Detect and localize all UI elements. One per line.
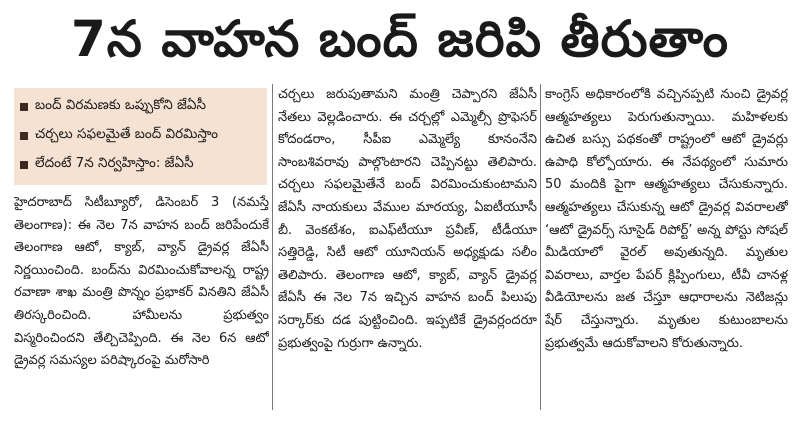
highlights-box — [14, 88, 267, 185]
article-paragraph: కాంగ్రెస్ అధికారంలోకి వచ్చినప్పటి నుంచి డ్రైవర్ల ఆత్మహత్యలు పెరుగుతున్నాయి. మహిళలకు ఉచిత బస్సు పథకంతో రాష్ట్రంలో ఆటో డ్రైవర్లు ఉపాధి కోల్పోయారు. ఈ నేపథ్యంలో సుమారు 50 మందికి పైగా ఆత్మహత్యలు చేసుకున్నారు. ఆత్మహత్యలు చేసుకున్న ఆటో డ్రైవర్ల వివరాలతో ‘ఆటో డ్రైవర్స్ సూసైడ్ రిపోర్ట్’ అన్న పోస్టు సోషల్ మీడియాలో వైరల్ అవుతున్నది. మృతుల వివరాలు, వార్తల పేపర్ క్లిప్పింగులు, టీవీ చానళ్ల వీడియోలను జత చేస్తూ ఆధారాలను నెటిజన్లు షేర్ చేస్తున్నారు. మృతుల కుటుంబాలను ప్రభుత్వమే ఆదుకోవాలని కోరుతున్నారు. — [545, 87, 788, 351]
highlight-text: బంద్ విరమణకు ఒప్పుకోని జేఏసీ — [35, 97, 206, 113]
article-column-1 — [14, 192, 269, 417]
highlight-text: చర్చలు సఫలమైతే బంద్ విరమిస్తాం — [35, 126, 219, 142]
bullet-icon — [20, 161, 28, 169]
highlight-text: లేదంటే 7న నిర్వహిస్తాం: జేఏసీ — [35, 155, 194, 171]
bullet-icon — [20, 103, 28, 111]
highlight-item — [20, 121, 261, 150]
highlight-item — [20, 92, 261, 121]
headline: 7న వాహన బంద్ జరిపి తీరుతాం — [71, 10, 729, 68]
article-column-3 — [545, 84, 788, 418]
article-paragraph: హైదరాబాద్ సిటీబ్యూరో, డిసెంబర్ 3 (నమస్తే తెలంగాణ): ఈ నెల 7న వాహన బంద్ జరిపేందుకే తెలంగాణ ఆటో, క్యాబ్, వ్యాన్ డ్రైవర్ల జేఏసీ నిర్ణయించింది. బంద్‌ను విరమించుకోవాలన్న రాష్ట్ర రవాణా శాఖ మంత్రి పొన్నం ప్రభాకర్ వినతిని జేఏసీ తిరస్కరించింది. హామీలను ప్రభుత్వం విస్మరించిందని తేల్చిచెప్పింది. ఈ నెల 6న ఆటో డ్రైవర్ల సమస్యల పరిష్కారంపై మరోసారి — [14, 195, 269, 369]
column-divider — [272, 84, 273, 410]
article-paragraph: చర్చలు జరుపుతామని మంత్రి చెప్పారని జేఏసీ నేతలు వెల్లడించారు. ఈ చర్చల్లో ఎమ్మెల్సీ ప్రొఫెసర్ కోదండరాం, సీపీఐ ఎమ్మెల్యే కూనంనేని సాంబశివరావు పాల్గొంటారని చెప్పినట్టు తెలిపారు. చర్చలు సఫలమైతేనే బంద్ విరమించుకుంటామని జేఏసీ నాయకులు వేముల మారయ్య, ఏఐటీయూసీ బీ. వెంకటేశం, ఐఎఫ్‌టీయూ ప్రవీణ్, టీడీయూ సత్తిరెడ్డి, సిటీ ఆటో యూనియన్ అధ్యక్షుడు సలీం తెలిపారు. తెలంగాణ ఆటో, క్యాబ్, వ్యాన్ డ్రైవర్ల జేఏసీ ఈ నెల 7న ఇచ్చిన వాహన బంద్ పిలుపు సర్కార్‌కు దడ పుట్టించింది. ఇప్పటికే డ్రైవర్లందరూ ప్రభుత్వంపై గుర్రుగా ఉన్నారు. — [278, 87, 537, 351]
column-divider — [540, 84, 541, 410]
article-column-2 — [278, 84, 537, 418]
highlight-item — [20, 150, 261, 179]
bullet-icon — [20, 132, 28, 140]
